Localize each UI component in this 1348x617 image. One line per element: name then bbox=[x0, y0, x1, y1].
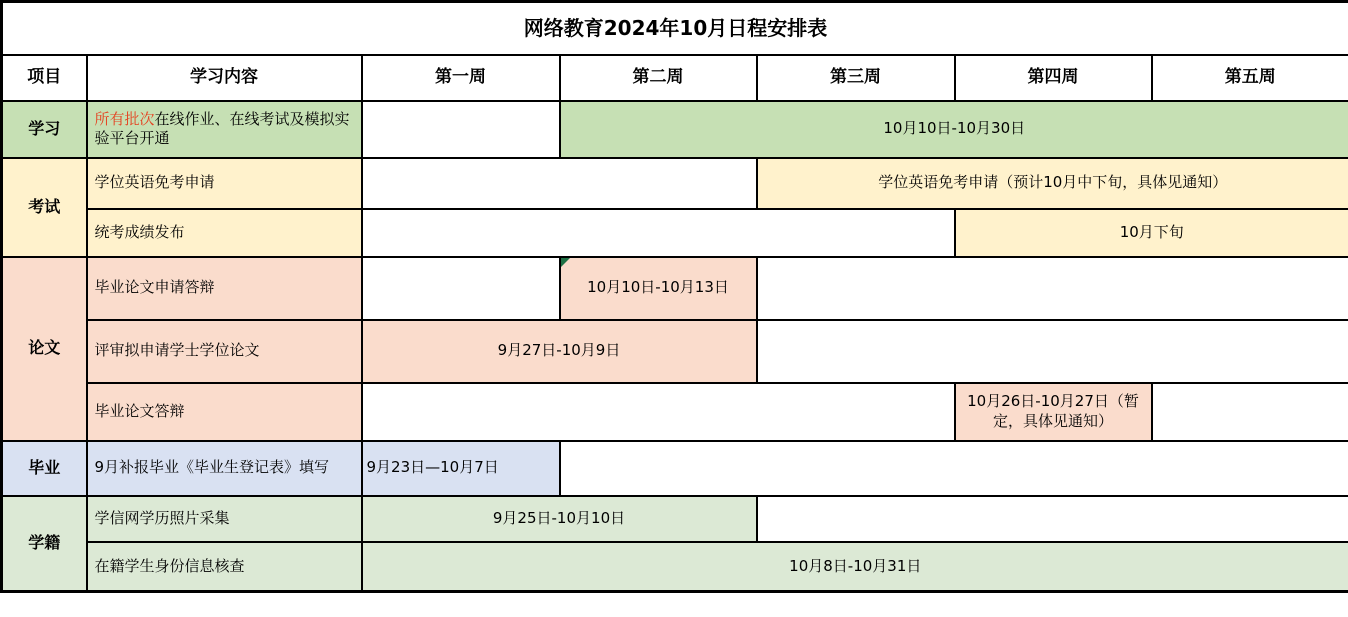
cell-empty bbox=[1152, 383, 1348, 441]
cell-empty bbox=[362, 101, 560, 158]
group-label-study: 学习 bbox=[2, 101, 87, 158]
cell-empty bbox=[362, 383, 955, 441]
cell-empty bbox=[560, 441, 1348, 496]
cell-empty bbox=[362, 209, 955, 257]
bar-thesis-defense-apply bbox=[560, 257, 757, 320]
content-study-rest: 在线作业、在线考试及模拟实验平台开通 bbox=[94, 109, 350, 147]
content-exam-results: 统考成绩发布 bbox=[87, 209, 362, 257]
table-row bbox=[2, 383, 1348, 441]
bar-exam-english-waiver: 学位英语免考申请（预计10月中下旬，具体见通知） bbox=[757, 158, 1348, 209]
group-label-graduation: 毕业 bbox=[2, 441, 87, 496]
bar-graduation-form: 9月23日—10月7日 bbox=[362, 441, 560, 496]
col-header-week3: 第三周 bbox=[757, 55, 955, 101]
col-header-week4: 第四周 bbox=[955, 55, 1152, 101]
col-header-week5: 第五周 bbox=[1152, 55, 1348, 101]
bar-thesis-defense: 10月26日-10月27日（暂定，具体见通知） bbox=[955, 383, 1152, 441]
page-title: 网络教育2024年10月日程安排表 bbox=[2, 2, 1348, 55]
table-row bbox=[2, 158, 1348, 209]
group-label-exam: 考试 bbox=[2, 158, 87, 257]
bar-thesis-review: 9月27日-10月9日 bbox=[362, 320, 757, 383]
bar-exam-results: 10月下旬 bbox=[955, 209, 1348, 257]
cell-empty bbox=[757, 496, 1348, 542]
content-exam-english-waiver: 学位英语免考申请 bbox=[87, 158, 362, 209]
table-row bbox=[2, 101, 1348, 158]
bar-thesis-defense-apply-label: 10月10日-10月13日 bbox=[587, 278, 729, 297]
col-header-week2: 第二周 bbox=[560, 55, 757, 101]
content-enrollment-photo: 学信网学历照片采集 bbox=[87, 496, 362, 542]
content-thesis-defense: 毕业论文答辩 bbox=[87, 383, 362, 441]
content-enrollment-identity: 在籍学生身份信息核查 bbox=[87, 542, 362, 592]
content-graduation-form: 9月补报毕业《毕业生登记表》填写 bbox=[87, 441, 362, 496]
table-row bbox=[2, 496, 1348, 542]
col-header-week1: 第一周 bbox=[362, 55, 560, 101]
table-row bbox=[2, 441, 1348, 496]
content-thesis-defense-apply: 毕业论文申请答辩 bbox=[87, 257, 362, 320]
content-study bbox=[87, 101, 362, 158]
cell-empty bbox=[757, 257, 1348, 320]
table-row bbox=[2, 320, 1348, 383]
cell-empty bbox=[362, 158, 757, 209]
table-row bbox=[2, 209, 1348, 257]
group-label-thesis: 论文 bbox=[2, 257, 87, 441]
cell-empty bbox=[757, 320, 1348, 383]
table-row bbox=[2, 257, 1348, 320]
bar-enrollment-photo: 9月25日-10月10日 bbox=[362, 496, 757, 542]
content-thesis-review: 评审拟申请学士学位论文 bbox=[87, 320, 362, 383]
bar-enrollment-identity: 10月8日-10月31日 bbox=[362, 542, 1348, 592]
cell-empty bbox=[362, 257, 560, 320]
table-row bbox=[2, 542, 1348, 592]
bar-study-dates: 10月10日-10月30日 bbox=[560, 101, 1348, 158]
comment-marker-icon bbox=[561, 258, 570, 267]
content-study-highlight: 所有批次 bbox=[94, 109, 155, 128]
col-header-content: 学习内容 bbox=[87, 55, 362, 101]
group-label-enrollment: 学籍 bbox=[2, 496, 87, 592]
col-header-project: 项目 bbox=[2, 55, 87, 101]
